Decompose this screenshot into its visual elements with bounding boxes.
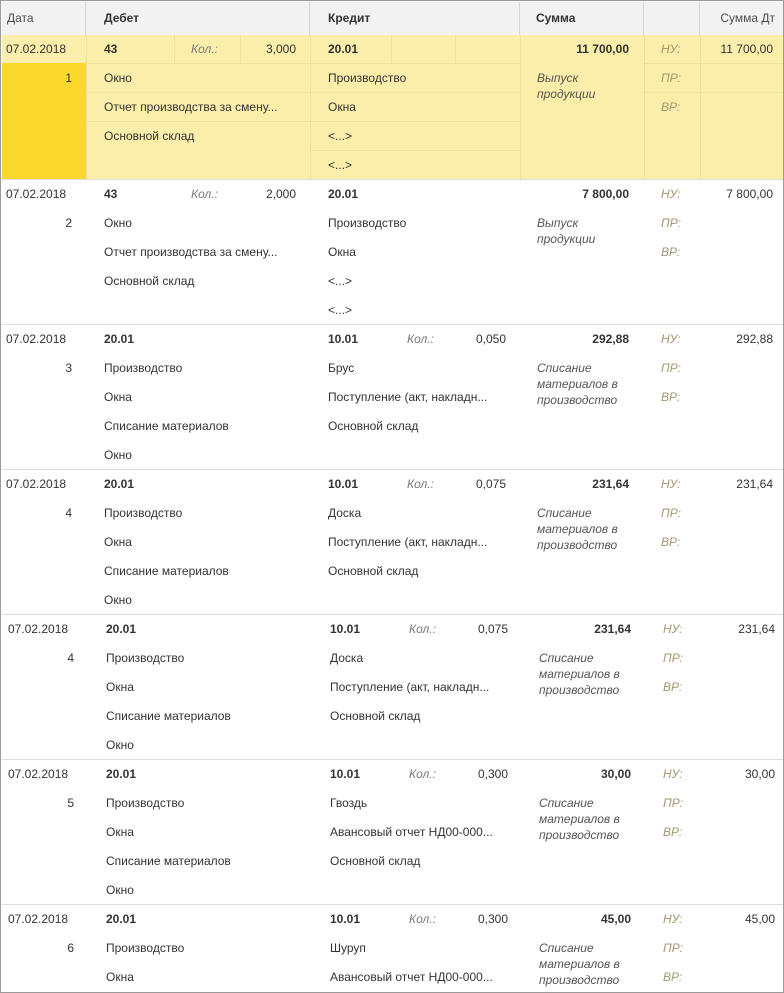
credit-quantity[interactable]: 0,075 (477, 622, 508, 636)
tax-label: ПР: (661, 71, 681, 85)
debit-subconto[interactable]: Списание материалов (106, 709, 231, 723)
credit-account[interactable]: 10.01 (330, 912, 361, 926)
debit-subconto[interactable]: Окно (106, 883, 134, 897)
credit-account[interactable]: 20.01 (328, 187, 359, 201)
debit-subconto[interactable]: Окна (106, 680, 134, 694)
debit-subconto[interactable]: Производство (106, 941, 185, 955)
credit-subconto[interactable]: Доска (330, 651, 364, 665)
debit-subconto[interactable]: Основной склад (104, 129, 195, 143)
cell-grid-line (310, 92, 520, 93)
tax-label: НУ: (661, 42, 681, 56)
tax-label: ВР: (661, 245, 681, 259)
tax-label: ВР: (663, 825, 683, 839)
tax-label: НУ: (661, 332, 681, 346)
credit-subconto[interactable]: Основной склад (330, 709, 421, 723)
cell-grid-line (310, 150, 520, 151)
entry-sum[interactable]: 231,64 (594, 622, 631, 636)
debit-quantity[interactable]: 3,000 (265, 42, 296, 56)
debit-subconto[interactable]: Окна (104, 535, 132, 549)
debit-quantity[interactable]: 2,000 (265, 187, 296, 201)
tax-label: ВР: (661, 100, 681, 114)
credit-subconto[interactable]: Брус (328, 361, 355, 375)
tax-label: НУ: (663, 912, 683, 926)
tax-label: ВР: (661, 390, 681, 404)
entry-number[interactable]: 5 (67, 796, 74, 810)
credit-subconto[interactable]: Производство (328, 71, 407, 85)
debit-subconto[interactable]: Списание материалов (104, 564, 229, 578)
table-row[interactable] (2, 905, 784, 993)
entry-number[interactable]: 4 (65, 506, 72, 520)
credit-account[interactable]: 10.01 (328, 477, 359, 491)
cell-grid-line (86, 35, 87, 179)
debit-subconto[interactable]: Производство (106, 796, 185, 810)
debit-subconto[interactable]: Окна (104, 390, 132, 404)
entry-content[interactable]: Списание материалов в производство (539, 651, 620, 697)
debit-subconto[interactable]: Списание материалов (104, 419, 229, 433)
debit-subconto[interactable]: Списание материалов (106, 854, 231, 868)
table-row[interactable] (2, 325, 784, 470)
tax-label: НУ: (663, 767, 683, 781)
entry-sum-dt[interactable]: 7 800,00 (726, 187, 773, 201)
cell-grid-line (86, 121, 310, 122)
tax-label: ПР: (661, 216, 681, 230)
entry-sum-dt[interactable]: 30,00 (744, 767, 775, 781)
credit-subconto[interactable]: Окна (328, 245, 356, 259)
debit-quantity-label: Кол.: (191, 42, 218, 56)
debit-account[interactable]: 20.01 (104, 477, 135, 491)
entry-number[interactable]: 6 (67, 941, 74, 955)
debit-subconto[interactable]: Окна (106, 970, 134, 984)
debit-subconto[interactable]: Окно (104, 593, 132, 607)
tax-label: ПР: (663, 651, 683, 665)
cell-grid-line (310, 121, 520, 122)
credit-subconto[interactable]: Основной склад (328, 419, 419, 433)
entry-sum-dt[interactable]: 231,64 (736, 477, 773, 491)
credit-subconto[interactable]: Поступление (акт, накладн... (328, 390, 488, 404)
credit-subconto[interactable]: Авансовый отчет НД00-000... (330, 970, 493, 984)
entry-content[interactable]: Списание материалов в производство (539, 796, 620, 842)
table-row[interactable] (2, 35, 784, 180)
entry-date[interactable]: 07.02.2018 (8, 622, 69, 636)
debit-subconto[interactable]: Окна (106, 825, 134, 839)
entry-date[interactable]: 07.02.2018 (6, 187, 67, 201)
credit-account[interactable]: 10.01 (328, 332, 359, 346)
entry-number[interactable]: 3 (65, 361, 72, 375)
entry-sum[interactable]: 231,64 (592, 477, 629, 491)
debit-account[interactable]: 43 (104, 42, 118, 56)
entry-number[interactable]: 1 (65, 71, 72, 85)
cell-grid-line (644, 92, 784, 93)
table-row[interactable] (2, 470, 784, 615)
credit-subconto[interactable]: <...> (328, 129, 353, 143)
debit-subconto[interactable]: Окно (106, 738, 134, 752)
cell-grid-line (310, 63, 520, 64)
entry-content[interactable]: Списание материалов в производство (537, 361, 618, 407)
column-header-sum[interactable]: Сумма (520, 2, 644, 35)
table-header (2, 2, 784, 36)
entry-sum[interactable]: 292,88 (592, 332, 629, 346)
entry-content[interactable]: Списание материалов в производство (537, 506, 618, 552)
tax-label: ПР: (661, 506, 681, 520)
column-header-tax[interactable] (644, 2, 700, 35)
credit-subconto[interactable]: Производство (328, 216, 407, 230)
entry-sum-dt[interactable]: 231,64 (738, 622, 775, 636)
debit-subconto[interactable]: Основной склад (104, 274, 195, 288)
entry-content[interactable]: Списание материалов в производство (539, 941, 620, 987)
debit-subconto[interactable]: Производство (104, 361, 183, 375)
cell-grid-line (520, 35, 521, 179)
table-row[interactable] (2, 760, 784, 905)
debit-subconto[interactable]: Окно (104, 71, 132, 85)
credit-quantity[interactable]: 0,300 (477, 767, 508, 781)
credit-quantity-label: Кол.: (407, 332, 434, 346)
credit-subconto[interactable]: Основной склад (328, 564, 419, 578)
column-header-debit[interactable]: Дебет (86, 2, 310, 35)
credit-quantity-label: Кол.: (407, 477, 434, 491)
cell-grid-line (174, 35, 175, 63)
credit-subconto[interactable]: Поступление (акт, накладн... (330, 680, 490, 694)
credit-subconto[interactable]: Основной склад (330, 854, 421, 868)
credit-quantity[interactable]: 0,300 (477, 912, 508, 926)
entry-sum-dt[interactable]: 11 700,00 (720, 42, 773, 56)
entry-sum[interactable]: 30,00 (600, 767, 631, 781)
credit-account[interactable]: 10.01 (330, 767, 361, 781)
tax-label: ПР: (663, 941, 683, 955)
entry-date[interactable]: 07.02.2018 (6, 332, 67, 346)
entry-number[interactable]: 4 (67, 651, 74, 665)
entry-date[interactable]: 07.02.2018 (6, 477, 67, 491)
credit-account[interactable]: 10.01 (330, 622, 361, 636)
column-header-sum-dt[interactable]: Сумма Дт (720, 11, 775, 25)
credit-subconto[interactable]: Поступление (акт, накладн... (328, 535, 488, 549)
credit-subconto[interactable]: <...> (328, 303, 353, 317)
entry-number[interactable]: 2 (65, 216, 72, 230)
credit-subconto[interactable]: <...> (328, 274, 353, 288)
debit-subconto[interactable]: Отчет производства за смену... (104, 100, 278, 114)
entry-date[interactable]: 07.02.2018 (8, 767, 69, 781)
cell-grid-line (86, 92, 310, 93)
table-row[interactable] (2, 615, 784, 760)
debit-subconto[interactable]: Отчет производства за смену... (104, 245, 278, 259)
cell-grid-line (700, 35, 701, 179)
credit-subconto[interactable]: Гвоздь (330, 796, 368, 810)
credit-subconto[interactable]: Доска (328, 506, 362, 520)
tax-label: НУ: (661, 477, 681, 491)
entry-content[interactable]: Выпуск продукции (537, 71, 596, 101)
credit-quantity-label: Кол.: (409, 767, 436, 781)
cell-grid-line (310, 35, 311, 179)
column-header-credit[interactable]: Кредит (310, 2, 520, 35)
tax-label: ВР: (663, 680, 683, 694)
cell-grid-line (86, 63, 310, 64)
credit-subconto[interactable]: Авансовый отчет НД00-000... (330, 825, 493, 839)
entry-date[interactable]: 07.02.2018 (6, 42, 67, 56)
tax-label: ВР: (661, 535, 681, 549)
tax-label: ВР: (663, 970, 683, 984)
credit-subconto[interactable]: <...> (328, 158, 353, 172)
entry-sum-dt[interactable]: 45,00 (744, 912, 775, 926)
credit-subconto[interactable]: Окна (328, 100, 356, 114)
entry-sum[interactable]: 11 700,00 (576, 42, 629, 56)
entry-date[interactable]: 07.02.2018 (8, 912, 69, 926)
credit-quantity-label: Кол.: (409, 912, 436, 926)
debit-account[interactable]: 20.01 (106, 622, 137, 636)
debit-subconto[interactable]: Производство (106, 651, 185, 665)
debit-account[interactable]: 20.01 (106, 767, 137, 781)
cell-grid-line (644, 35, 645, 179)
debit-subconto[interactable]: Окно (104, 448, 132, 462)
tax-label: НУ: (663, 622, 683, 636)
entry-content[interactable]: Выпуск продукции (537, 216, 596, 246)
credit-account[interactable]: 20.01 (328, 42, 359, 56)
debit-account[interactable]: 20.01 (104, 332, 135, 346)
column-header-date[interactable]: Дата (2, 2, 86, 35)
cell-grid-line (644, 63, 784, 64)
table-row[interactable] (2, 180, 784, 325)
credit-quantity[interactable]: 0,075 (475, 477, 506, 491)
debit-subconto[interactable]: Производство (104, 506, 183, 520)
credit-quantity-label: Кол.: (409, 622, 436, 636)
debit-account[interactable]: 43 (104, 187, 118, 201)
tax-label: НУ: (661, 187, 681, 201)
cell-grid-line (455, 35, 456, 63)
entry-sum[interactable]: 7 800,00 (582, 187, 629, 201)
credit-subconto[interactable]: Шуруп (330, 941, 366, 955)
tax-label: ПР: (661, 361, 681, 375)
debit-quantity-label: Кол.: (191, 187, 218, 201)
tax-label: ПР: (663, 796, 683, 810)
debit-account[interactable]: 20.01 (106, 912, 137, 926)
credit-quantity[interactable]: 0,050 (475, 332, 506, 346)
entry-sum[interactable]: 45,00 (600, 912, 631, 926)
debit-subconto[interactable]: Окно (104, 216, 132, 230)
entry-sum-dt[interactable]: 292,88 (736, 332, 773, 346)
